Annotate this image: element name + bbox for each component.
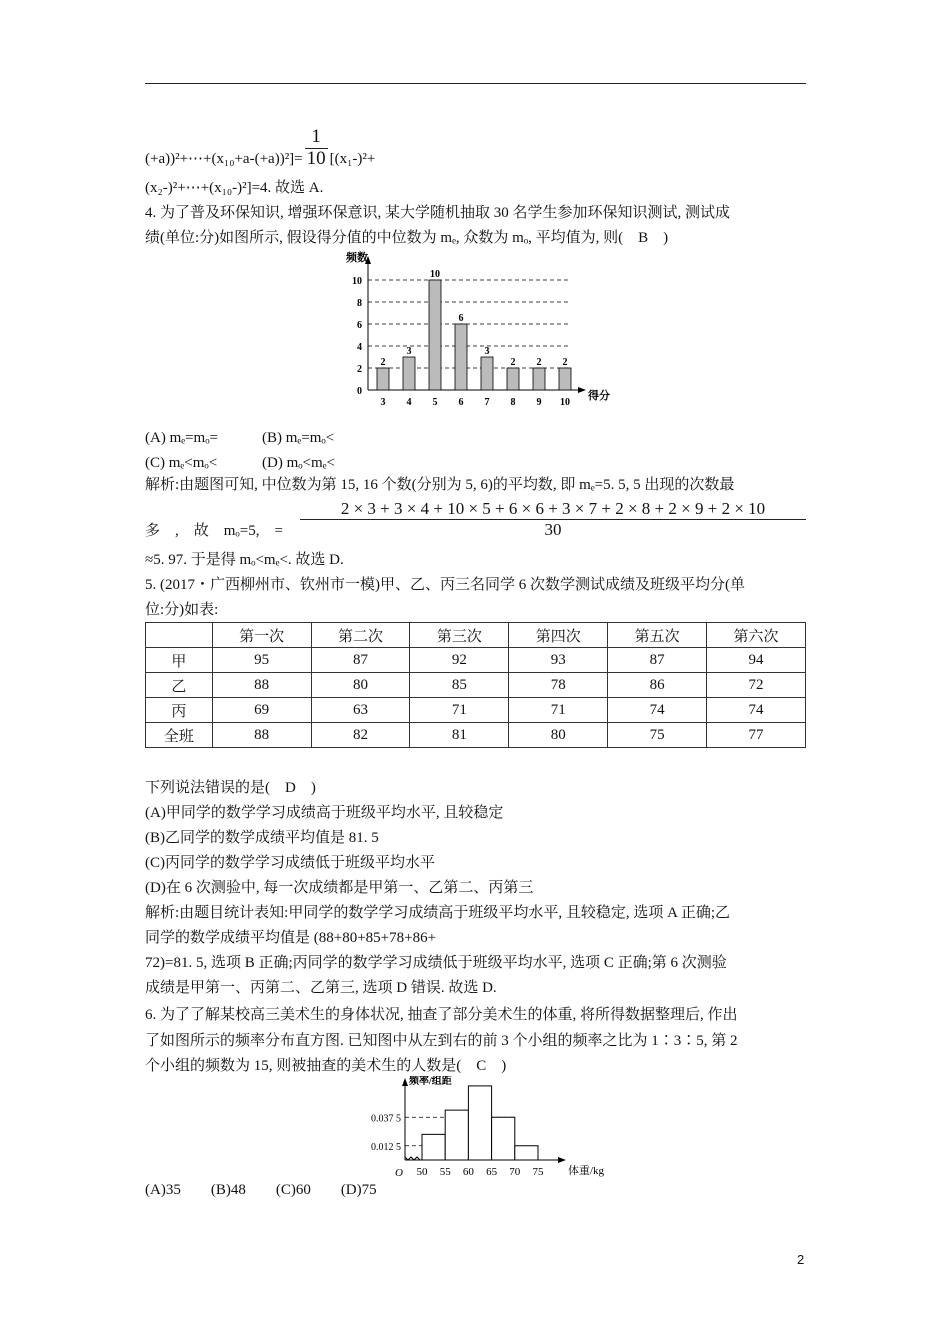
x-tick-label: 10 — [560, 397, 570, 408]
formula-line — [145, 126, 375, 169]
table-header — [146, 623, 213, 648]
data-label: 3 — [406, 346, 412, 357]
table-cell: 74 — [608, 698, 707, 723]
option-b: (B) mₑ=mₒ< — [262, 430, 335, 446]
x-axis-label: 得分 — [588, 390, 610, 402]
table-cell: 87 — [608, 648, 707, 673]
page-number: 2 — [797, 1252, 805, 1267]
data-label: 10 — [430, 269, 440, 280]
table-header: 第二次 — [311, 623, 410, 648]
y-tick-label: 8 — [357, 298, 362, 309]
table-cell: 80 — [311, 673, 410, 698]
table-cell: 甲 — [146, 648, 213, 673]
table-cell: 丙 — [146, 698, 213, 723]
table-cell: 71 — [509, 698, 608, 723]
x-tick-label: 8 — [510, 397, 516, 408]
text-line: [(x₁-)²+ — [329, 151, 376, 167]
x-tick-label: 6 — [458, 397, 464, 408]
question-4-text: 4. 为了普及环保知识, 增强环保意识, 某大学随机抽取 30 名学生参加环保知识测试, 测试成 — [145, 205, 731, 221]
x-tick-label: 7 — [484, 397, 490, 408]
x-tick-label: 3 — [380, 397, 386, 408]
question-4-text: 绩(单位:分)如图所示, 假设得分值的中位数为 mₑ, 众数为 mₒ, 平均值为, 则( B ) — [145, 230, 669, 246]
table-cell: 74 — [707, 698, 806, 723]
score-frequency-bar-chart — [330, 250, 620, 420]
y-tick-label: 2 — [357, 364, 362, 375]
bar — [507, 368, 519, 390]
table-cell: 75 — [608, 723, 707, 748]
fraction-denominator: 10 — [306, 148, 326, 169]
y-axis-label: 频率/组距 — [409, 1076, 452, 1087]
question-5-text: 位:分)如表: — [145, 602, 219, 618]
table-cell: 95 — [212, 648, 311, 673]
data-label: 6 — [458, 313, 464, 324]
text-line: (x₂-)²+⋯+(x₁₀-)²]=4. 故选 A. — [145, 180, 324, 196]
y-tick-label: 0.012 5 — [371, 1141, 401, 1153]
data-label: 2 — [536, 357, 542, 368]
bar — [515, 1146, 538, 1160]
table-header: 第三次 — [410, 623, 509, 648]
option-c: (C) mₑ<mₒ< — [145, 455, 218, 471]
question-6-text: 6. 为了了解某校高三美术生的身体状况, 抽查了部分美术生的体重, 将所得数据整理后, 作出 — [145, 1007, 738, 1023]
y-tick-label: 4 — [357, 342, 362, 353]
question-6-options: (A)35 (B)48 (C)60 (D)75 — [145, 1182, 377, 1198]
analysis-text: 同学的数学成绩平均值是 (88+80+85+78+86+ — [145, 930, 437, 946]
bar — [468, 1086, 491, 1160]
table-cell: 全班 — [146, 723, 213, 748]
y-axis-label: 频数 — [346, 252, 368, 264]
fraction — [305, 126, 328, 169]
bar — [559, 368, 571, 390]
fraction-numerator: 1 — [311, 126, 321, 147]
x-tick-label: 50 — [416, 1166, 428, 1178]
data-label: 2 — [510, 357, 516, 368]
y-axis-arrow — [402, 1078, 408, 1086]
bar — [445, 1110, 468, 1160]
table-cell: 93 — [509, 648, 608, 673]
bar — [377, 368, 389, 390]
analysis-text: 成绩是甲第一、丙第二、乙第三, 选项 D 错误. 故选 D. — [145, 980, 497, 996]
table-cell: 72 — [707, 673, 806, 698]
data-label: 3 — [484, 346, 490, 357]
analysis-text: 72)=81. 5, 选项 B 正确;丙同学的数学学习成绩低于班级平均水平, 选项 C 正确;第 6 次测验 — [145, 955, 727, 971]
bar — [492, 1117, 515, 1160]
analysis-text: 解析:由题图可知, 中位数为第 15, 16 个数(分别为 5, 6)的平均数, 即 mₑ=5. 5, 5 出现的次数最 — [145, 477, 735, 493]
bar — [481, 357, 493, 390]
table-row — [146, 673, 806, 698]
x-tick-label: 60 — [462, 1166, 474, 1178]
analysis-text: 解析:由题目统计表知:甲同学的数学学习成绩高于班级平均水平, 且较稳定, 选项 A 正确;乙 — [145, 905, 731, 921]
table-header: 第四次 — [509, 623, 608, 648]
question-6-text: 了如图所示的频率分布直方图. 已知图中从左到右的前 3 个小组的频率之比为 1∶3∶5, 第 2 — [145, 1033, 738, 1049]
scores-table — [145, 622, 806, 748]
data-label: 2 — [380, 357, 386, 368]
question-5-text: 5. (2017・广西柳州市、钦州市一模)甲、乙、丙三名同学 6 次数学测试成绩及班级平均分(单 — [145, 577, 745, 593]
table-row — [146, 648, 806, 673]
option-c: (C)丙同学的数学学习成绩低于班级平均水平 — [145, 855, 435, 871]
x-tick-label: 55 — [439, 1166, 451, 1178]
table-header: 第五次 — [608, 623, 707, 648]
bar — [429, 280, 441, 390]
data-label: 2 — [562, 357, 568, 368]
option-d: (D)在 6 次测验中, 每一次成绩都是甲第一、乙第二、丙第三 — [145, 880, 534, 896]
table-cell: 78 — [509, 673, 608, 698]
header-rule — [145, 83, 806, 84]
fraction-numerator: 2 × 3 + 3 × 4 + 10 × 5 + 6 × 6 + 3 × 7 + 2 × 8 + 2 × 9 + 2 × 10 — [340, 499, 766, 518]
bar — [533, 368, 545, 390]
table-cell: 92 — [410, 648, 509, 673]
bar — [455, 324, 467, 390]
y-tick-label: 0.037 5 — [371, 1113, 401, 1125]
table-cell: 87 — [311, 648, 410, 673]
x-tick-label: 4 — [406, 397, 412, 408]
table-cell: 80 — [509, 723, 608, 748]
x-tick-label: 65 — [486, 1166, 498, 1178]
option-b: (B)乙同学的数学成绩平均值是 81. 5 — [145, 830, 379, 846]
x-tick-label: 75 — [532, 1166, 544, 1178]
x-axis-arrow — [558, 1157, 566, 1163]
table-cell: 85 — [410, 673, 509, 698]
origin-label: O — [395, 1167, 403, 1179]
text-line: (+a))²+⋯+(x₁₀+a-(+a))²]= — [145, 151, 303, 167]
fraction-denominator: 30 — [300, 519, 806, 540]
x-axis-arrow — [578, 387, 586, 393]
analysis-text: ≈5. 97. 于是得 mₒ<mₑ<. 故选 D. — [145, 552, 344, 568]
table-cell: 69 — [212, 698, 311, 723]
question-6-text: 个小组的频数为 15, 则被抽查的美术生的人数是( C ) — [145, 1058, 507, 1074]
table-cell: 88 — [212, 673, 311, 698]
x-tick-label: 70 — [509, 1166, 521, 1178]
x-axis-label: 体重/kg — [568, 1165, 605, 1177]
bar — [403, 357, 415, 390]
analysis-text: 多 , 故 mₒ=5, = — [145, 523, 283, 539]
x-tick-label: 9 — [536, 397, 542, 408]
weight-histogram — [350, 1076, 620, 1180]
y-tick-label: 10 — [352, 276, 362, 287]
table-cell: 71 — [410, 698, 509, 723]
y-tick-label: 6 — [357, 320, 362, 331]
option-d: (D) mₒ<mₑ< — [262, 455, 335, 471]
mean-fraction — [300, 499, 806, 540]
option-a: (A)甲同学的数学学习成绩高于班级平均水平, 且较稳定 — [145, 805, 504, 821]
table-cell: 82 — [311, 723, 410, 748]
table-cell: 乙 — [146, 673, 213, 698]
option-a: (A) mₑ=mₒ= — [145, 430, 218, 446]
table-header-row — [146, 623, 806, 648]
y-tick-label: 0 — [357, 386, 362, 397]
bar — [422, 1134, 445, 1160]
table-cell: 77 — [707, 723, 806, 748]
table-header: 第六次 — [707, 623, 806, 648]
x-tick-label: 5 — [432, 397, 438, 408]
table-row — [146, 723, 806, 748]
table-cell: 81 — [410, 723, 509, 748]
question-5-prompt: 下列说法错误的是( D ) — [145, 780, 316, 796]
table-cell: 94 — [707, 648, 806, 673]
table-cell: 63 — [311, 698, 410, 723]
table-cell: 88 — [212, 723, 311, 748]
table-row — [146, 698, 806, 723]
table-header: 第一次 — [212, 623, 311, 648]
table-cell: 86 — [608, 673, 707, 698]
